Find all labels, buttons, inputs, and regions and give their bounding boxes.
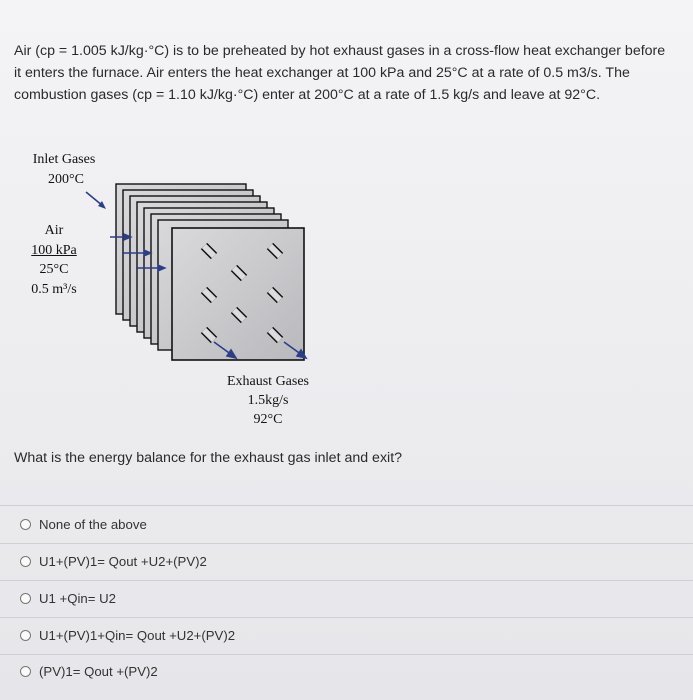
- answer-option-5[interactable]: [20, 661, 158, 681]
- air-flow: 0.5 m³/s: [31, 281, 77, 297]
- option-divider: [0, 543, 693, 544]
- option-divider: [0, 505, 693, 506]
- answer-option-2[interactable]: [20, 551, 207, 571]
- radio-button[interactable]: [20, 666, 31, 677]
- option-label: U1 +Qin= U2: [39, 590, 116, 606]
- option-label: None of the above: [39, 516, 147, 532]
- option-label: U1+(PV)1+Qin= Qout +U2+(PV)2: [39, 627, 236, 643]
- exhaust-title: Exhaust Gases: [226, 374, 310, 389]
- air-label-group: [22, 221, 86, 299]
- option-label: U1+(PV)1= Qout +U2+(PV)2: [39, 553, 207, 569]
- option-divider: [0, 654, 693, 655]
- exhaust-temp: 92°C: [253, 412, 283, 427]
- answer-option-1[interactable]: [20, 514, 147, 534]
- option-label: (PV)1= Qout +(PV)2: [39, 663, 158, 679]
- exhaust-flow: 1.5kg/s: [247, 393, 289, 408]
- radio-button[interactable]: [20, 630, 31, 641]
- option-divider: [0, 580, 693, 581]
- inlet-gases-label: Inlet Gases: [32, 152, 96, 167]
- radio-button[interactable]: [20, 593, 31, 604]
- air-title: Air: [44, 223, 64, 238]
- air-temp: 25°C: [39, 262, 69, 277]
- option-divider: [0, 617, 693, 618]
- question-text: Air (cp = 1.005 kJ/kg·°C) is to be preheated by hot exhaust gases in a cross-flow heat exchanger before it enters the furnace. Air enters the heat exchanger at 100 kPa and 25°C at a rate of 0.5 m3/s. The combustion gases (cp = 1.10 kJ/kg·°C) enter at 200°C at a rate of 1.5 kg/s and leave at 92°C.: [14, 43, 666, 103]
- inlet-gases-temp: 200°C: [48, 172, 84, 187]
- radio-button[interactable]: [20, 556, 31, 567]
- radio-button[interactable]: [20, 519, 31, 530]
- exhaust-label-group: [212, 372, 324, 429]
- answer-option-3[interactable]: [20, 588, 116, 608]
- air-pressure: 100 kPa: [31, 242, 77, 258]
- answer-option-4[interactable]: [20, 625, 235, 645]
- question-prompt: What is the energy balance for the exhaust gas inlet and exit?: [14, 450, 403, 466]
